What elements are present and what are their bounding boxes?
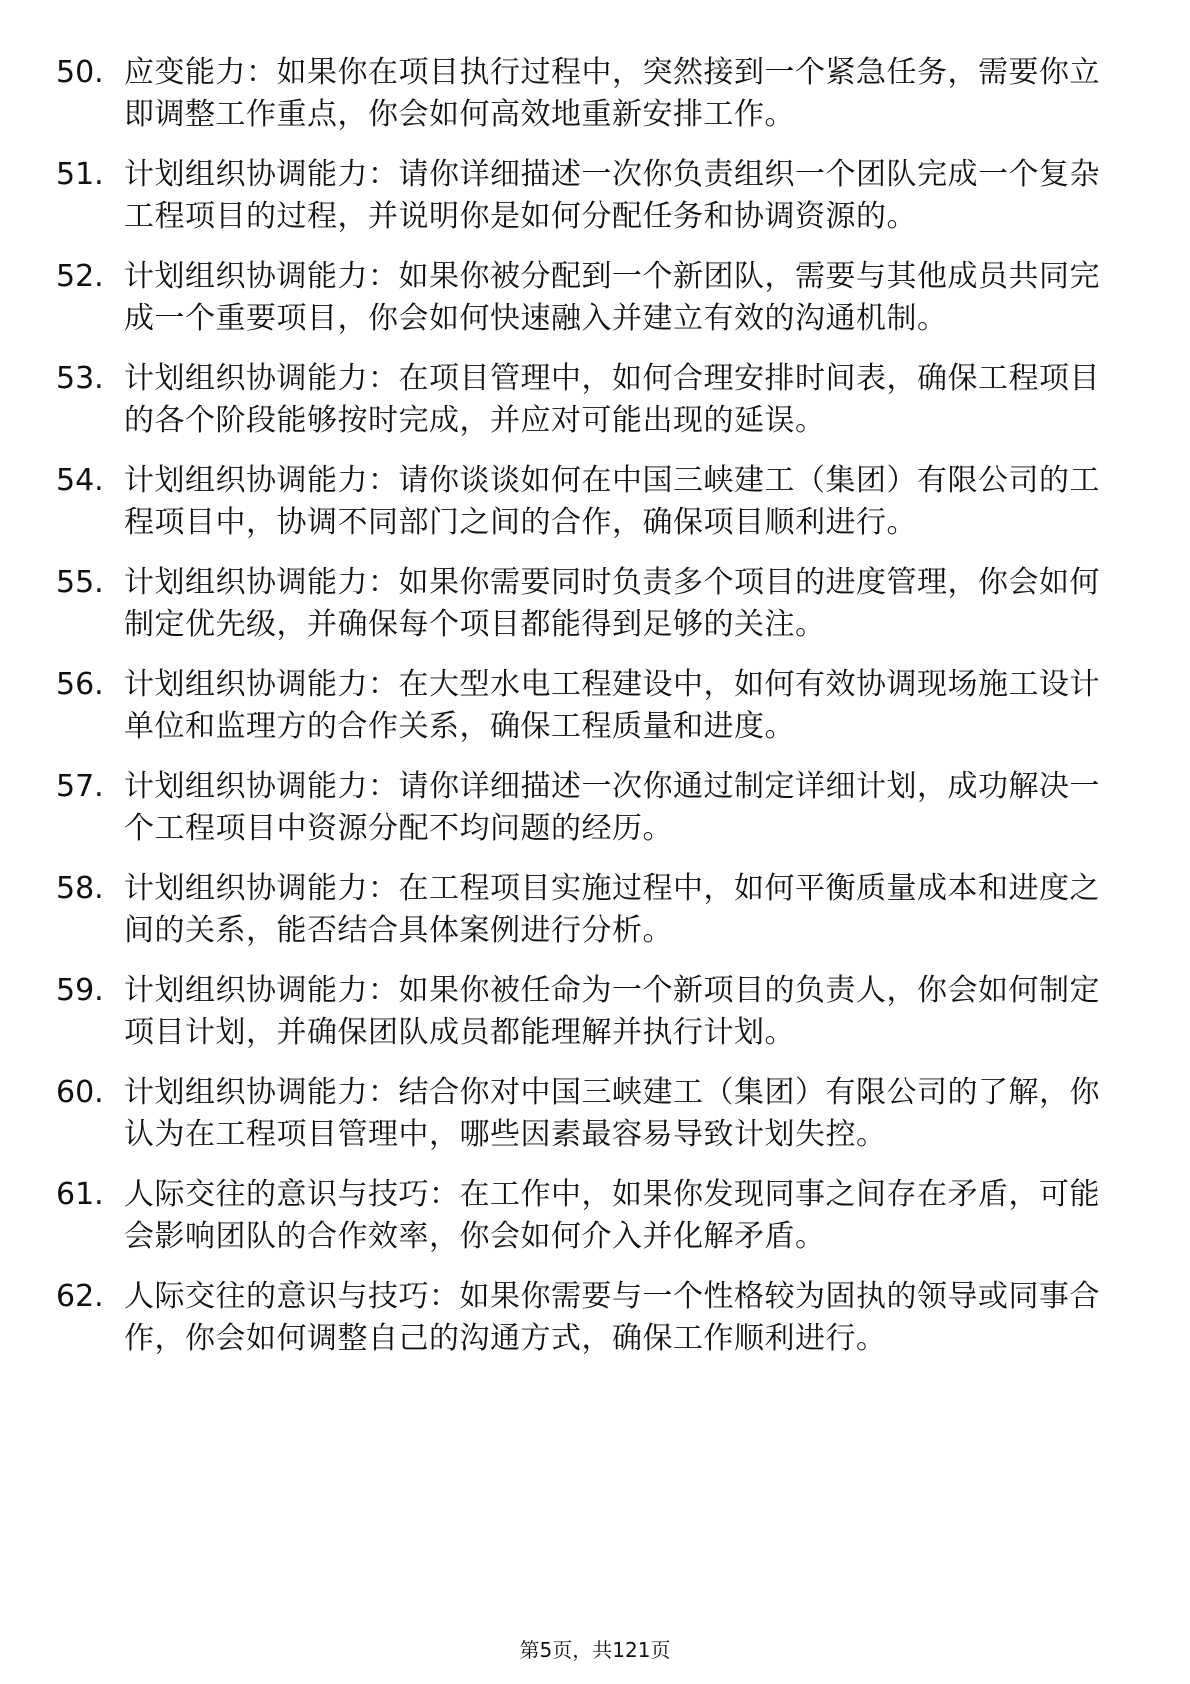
list-item — [56, 358, 1106, 442]
question-text: 计划组织协调能力：在工程项目实施过程中，如何平衡质量成本和进度之间的关系，能否结合具体案例进行分析。 — [124, 871, 1100, 948]
list-item — [56, 154, 1106, 238]
question-number: 54. — [56, 463, 104, 498]
page-number-label: 第5页，共121页 — [519, 1638, 671, 1662]
list-item — [56, 52, 1106, 136]
list-item — [56, 1072, 1106, 1156]
list-item — [56, 970, 1106, 1054]
list-item — [56, 1276, 1106, 1360]
question-text: 计划组织协调能力：在项目管理中，如何合理安排时间表，确保工程项目的各个阶段能够按时完成，并应对可能出现的延误。 — [124, 361, 1100, 438]
question-number: 57. — [56, 769, 104, 804]
question-number: 53. — [56, 361, 104, 396]
question-number: 55. — [56, 565, 104, 600]
question-list — [56, 52, 1106, 1378]
question-text: 计划组织协调能力：请你详细描述一次你负责组织一个团队完成一个复杂工程项目的过程，并说明你是如何分配任务和协调资源的。 — [124, 157, 1100, 234]
question-text: 应变能力：如果你在项目执行过程中，突然接到一个紧急任务，需要你立即调整工作重点，你会如何高效地重新安排工作。 — [124, 55, 1100, 132]
list-item — [56, 460, 1106, 544]
list-item — [56, 1174, 1106, 1258]
question-number: 58. — [56, 871, 104, 906]
list-item — [56, 664, 1106, 748]
question-text: 计划组织协调能力：结合你对中国三峡建工（集团）有限公司的了解，你认为在工程项目管理中，哪些因素最容易导致计划失控。 — [124, 1075, 1100, 1152]
question-text: 计划组织协调能力：在大型水电工程建设中，如何有效协调现场施工设计单位和监理方的合作关系，确保工程质量和进度。 — [124, 667, 1100, 744]
question-text: 人际交往的意识与技巧：如果你需要与一个性格较为固执的领导或同事合作，你会如何调整自己的沟通方式，确保工作顺利进行。 — [124, 1279, 1100, 1356]
page-footer — [0, 1636, 1190, 1664]
question-number: 59. — [56, 973, 104, 1008]
list-item — [56, 256, 1106, 340]
question-number: 62. — [56, 1279, 104, 1314]
question-text: 计划组织协调能力：如果你需要同时负责多个项目的进度管理，你会如何制定优先级，并确保每个项目都能得到足够的关注。 — [124, 565, 1100, 642]
question-number: 50. — [56, 55, 104, 90]
list-item — [56, 766, 1106, 850]
list-item — [56, 868, 1106, 952]
question-text: 人际交往的意识与技巧：在工作中，如果你发现同事之间存在矛盾，可能会影响团队的合作效率，你会如何介入并化解矛盾。 — [124, 1177, 1100, 1254]
question-text: 计划组织协调能力：如果你被分配到一个新团队，需要与其他成员共同完成一个重要项目，你会如何快速融入并建立有效的沟通机制。 — [124, 259, 1100, 336]
question-text: 计划组织协调能力：请你详细描述一次你通过制定详细计划，成功解决一个工程项目中资源分配不均问题的经历。 — [124, 769, 1100, 846]
question-number: 56. — [56, 667, 104, 702]
question-number: 51. — [56, 157, 104, 192]
question-number: 60. — [56, 1075, 104, 1110]
question-number: 61. — [56, 1177, 104, 1212]
question-number: 52. — [56, 259, 104, 294]
question-text: 计划组织协调能力：如果你被任命为一个新项目的负责人，你会如何制定项目计划，并确保团队成员都能理解并执行计划。 — [124, 973, 1100, 1050]
question-text: 计划组织协调能力：请你谈谈如何在中国三峡建工（集团）有限公司的工程项目中，协调不同部门之间的合作，确保项目顺利进行。 — [124, 463, 1100, 540]
list-item — [56, 562, 1106, 646]
